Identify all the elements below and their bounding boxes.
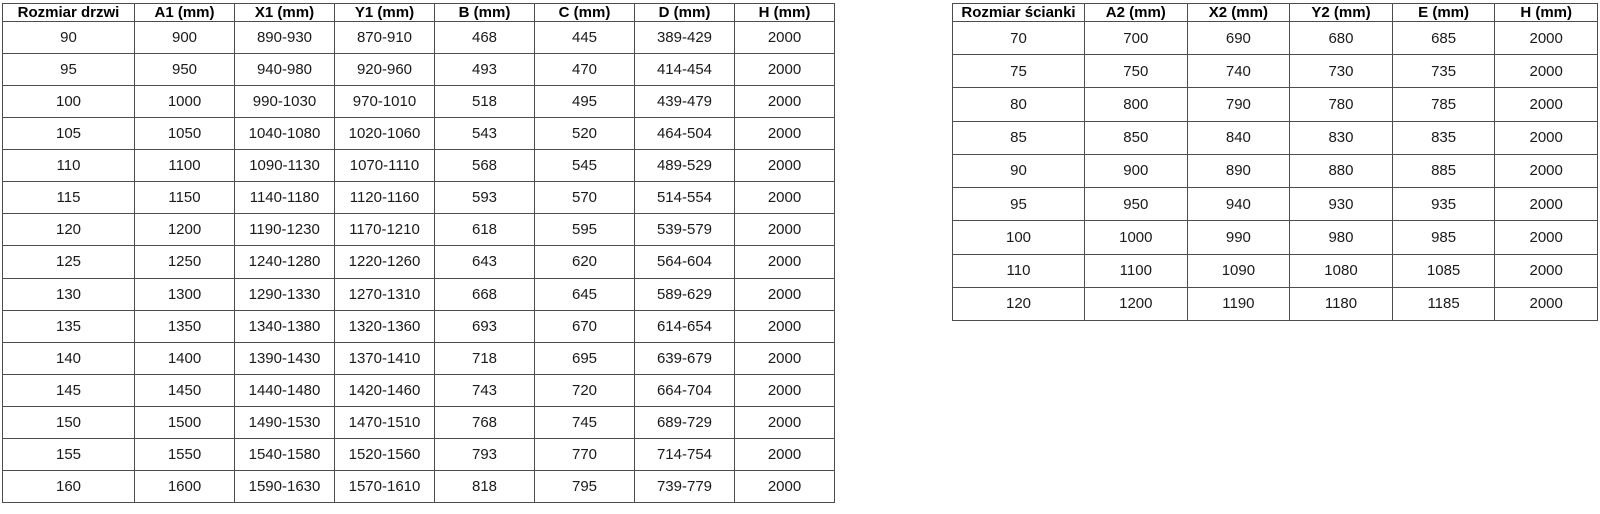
table-cell: 493 (435, 54, 535, 86)
table-row (3, 246, 835, 278)
table-cell: 75 (953, 55, 1085, 88)
table-cell: 790 (1187, 88, 1290, 121)
table-cell: 1150 (135, 182, 235, 214)
table-cell: 900 (135, 22, 235, 54)
table-cell: 1180 (1290, 287, 1393, 320)
table-row (3, 150, 835, 182)
table-cell: 1220-1260 (335, 246, 435, 278)
table-cell: 1240-1280 (235, 246, 335, 278)
table-cell: 1100 (135, 150, 235, 182)
table-cell: 2000 (1495, 121, 1598, 154)
table-cell: 389-429 (635, 22, 735, 54)
table-cell: 1400 (135, 342, 235, 374)
table-row (3, 310, 835, 342)
table-cell: 743 (435, 374, 535, 406)
table-cell: 135 (3, 310, 135, 342)
table-row (3, 406, 835, 438)
table-row (3, 278, 835, 310)
table-cell: 950 (135, 54, 235, 86)
table-cell: 1420-1460 (335, 374, 435, 406)
table-row (3, 342, 835, 374)
table-cell: 990-1030 (235, 86, 335, 118)
table-row (3, 182, 835, 214)
table-cell: 670 (535, 310, 635, 342)
table-cell: 2000 (1495, 88, 1598, 121)
table-cell: 1370-1410 (335, 342, 435, 374)
table-cell: 445 (535, 22, 635, 54)
column-header: C (mm) (535, 4, 635, 22)
table-cell: 890 (1187, 154, 1290, 187)
table-cell: 1040-1080 (235, 118, 335, 150)
table-cell: 564-604 (635, 246, 735, 278)
table-cell: 830 (1290, 121, 1393, 154)
table-cell: 730 (1290, 55, 1393, 88)
table-cell: 1450 (135, 374, 235, 406)
table-cell: 1320-1360 (335, 310, 435, 342)
table-cell: 414-454 (635, 54, 735, 86)
table-cell: 1070-1110 (335, 150, 435, 182)
table-cell: 720 (535, 374, 635, 406)
table-cell: 689-729 (635, 406, 735, 438)
table-cell: 2000 (1495, 287, 1598, 320)
table-cell: 2000 (735, 374, 835, 406)
table-cell: 2000 (735, 86, 835, 118)
table-cell: 2000 (735, 342, 835, 374)
table-cell: 950 (1085, 188, 1188, 221)
wall-size-table (952, 3, 1598, 321)
table-cell: 900 (1085, 154, 1188, 187)
table-cell: 920-960 (335, 54, 435, 86)
table-cell: 620 (535, 246, 635, 278)
column-header: X2 (mm) (1187, 4, 1290, 22)
table-cell: 718 (435, 342, 535, 374)
table-cell: 2000 (1495, 22, 1598, 55)
table-cell: 468 (435, 22, 535, 54)
table-row (953, 154, 1598, 187)
table-cell: 614-654 (635, 310, 735, 342)
table-cell: 2000 (735, 182, 835, 214)
table-cell: 668 (435, 278, 535, 310)
table-cell: 880 (1290, 154, 1393, 187)
table-cell: 1020-1060 (335, 118, 435, 150)
table-cell: 1300 (135, 278, 235, 310)
table-cell: 130 (3, 278, 135, 310)
door-size-table (2, 3, 835, 503)
table-cell: 990 (1187, 221, 1290, 254)
column-header: A1 (mm) (135, 4, 235, 22)
table-cell: 750 (1085, 55, 1188, 88)
table-cell: 150 (3, 406, 135, 438)
table-cell: 1590-1630 (235, 470, 335, 502)
table-row (953, 121, 1598, 154)
table-cell: 985 (1392, 221, 1495, 254)
table-cell: 970-1010 (335, 86, 435, 118)
table-cell: 940-980 (235, 54, 335, 86)
table-cell: 520 (535, 118, 635, 150)
table-cell: 514-554 (635, 182, 735, 214)
table-cell: 935 (1392, 188, 1495, 221)
table-cell: 2000 (735, 310, 835, 342)
header-row (953, 4, 1598, 22)
table-cell: 780 (1290, 88, 1393, 121)
table-cell: 120 (3, 214, 135, 246)
table-cell: 1250 (135, 246, 235, 278)
table-cell: 2000 (735, 246, 835, 278)
table-cell: 1500 (135, 406, 235, 438)
table-cell: 885 (1392, 154, 1495, 187)
table-cell: 645 (535, 278, 635, 310)
table-cell: 1090-1130 (235, 150, 335, 182)
table-cell: 870-910 (335, 22, 435, 54)
table-cell: 1000 (1085, 221, 1188, 254)
table-cell: 439-479 (635, 86, 735, 118)
table-cell: 1470-1510 (335, 406, 435, 438)
table-cell: 1190 (1187, 287, 1290, 320)
table-cell: 95 (953, 188, 1085, 221)
table-row (3, 438, 835, 470)
table-cell: 2000 (735, 150, 835, 182)
table-cell: 2000 (735, 438, 835, 470)
column-header: Y2 (mm) (1290, 4, 1393, 22)
table-cell: 2000 (735, 278, 835, 310)
column-header: E (mm) (1392, 4, 1495, 22)
table-cell: 768 (435, 406, 535, 438)
table-cell: 1390-1430 (235, 342, 335, 374)
table-cell: 543 (435, 118, 535, 150)
table-cell: 1570-1610 (335, 470, 435, 502)
table-row (953, 287, 1598, 320)
table-cell: 589-629 (635, 278, 735, 310)
table-cell: 1100 (1085, 254, 1188, 287)
column-header: Y1 (mm) (335, 4, 435, 22)
table-cell: 800 (1085, 88, 1188, 121)
table-cell: 618 (435, 214, 535, 246)
table-cell: 680 (1290, 22, 1393, 55)
table-cell: 835 (1392, 121, 1495, 154)
table-cell: 1140-1180 (235, 182, 335, 214)
table-cell: 2000 (735, 406, 835, 438)
table-cell: 545 (535, 150, 635, 182)
table-cell: 2000 (735, 214, 835, 246)
table-cell: 90 (3, 22, 135, 54)
table-cell: 1185 (1392, 287, 1495, 320)
table-cell: 980 (1290, 221, 1393, 254)
table-cell: 1090 (1187, 254, 1290, 287)
table-cell: 90 (953, 154, 1085, 187)
table-cell: 818 (435, 470, 535, 502)
table-cell: 489-529 (635, 150, 735, 182)
table-cell: 2000 (1495, 55, 1598, 88)
table-cell: 1120-1160 (335, 182, 435, 214)
table-row (3, 54, 835, 86)
table-cell: 495 (535, 86, 635, 118)
table-cell: 700 (1085, 22, 1188, 55)
table-cell: 890-930 (235, 22, 335, 54)
table-cell: 739-779 (635, 470, 735, 502)
table-cell: 160 (3, 470, 135, 502)
table-cell: 518 (435, 86, 535, 118)
table-cell: 1600 (135, 470, 235, 502)
table-cell: 785 (1392, 88, 1495, 121)
table-cell: 125 (3, 246, 135, 278)
table-row (953, 55, 1598, 88)
table-cell: 595 (535, 214, 635, 246)
table-cell: 930 (1290, 188, 1393, 221)
table-row (953, 88, 1598, 121)
table-row (3, 22, 835, 54)
table-cell: 470 (535, 54, 635, 86)
column-header: Rozmiar ścianki (953, 4, 1085, 22)
table-cell: 1490-1530 (235, 406, 335, 438)
column-header: Rozmiar drzwi (3, 4, 135, 22)
table-cell: 110 (3, 150, 135, 182)
table-cell: 570 (535, 182, 635, 214)
table-cell: 95 (3, 54, 135, 86)
table-cell: 1080 (1290, 254, 1393, 287)
table-cell: 1050 (135, 118, 235, 150)
table-cell: 2000 (1495, 254, 1598, 287)
table-cell: 795 (535, 470, 635, 502)
table-row (3, 214, 835, 246)
table-cell: 145 (3, 374, 135, 406)
table-cell: 110 (953, 254, 1085, 287)
column-header: A2 (mm) (1085, 4, 1188, 22)
table-cell: 690 (1187, 22, 1290, 55)
table-cell: 155 (3, 438, 135, 470)
table-cell: 2000 (735, 22, 835, 54)
table-cell: 1200 (1085, 287, 1188, 320)
table-cell: 568 (435, 150, 535, 182)
table-row (953, 22, 1598, 55)
table-cell: 1540-1580 (235, 438, 335, 470)
table-cell: 643 (435, 246, 535, 278)
table-row (3, 86, 835, 118)
table-cell: 664-704 (635, 374, 735, 406)
table-cell: 2000 (735, 118, 835, 150)
table-cell: 593 (435, 182, 535, 214)
column-header: H (mm) (1495, 4, 1598, 22)
table-cell: 2000 (1495, 188, 1598, 221)
table-cell: 1085 (1392, 254, 1495, 287)
column-header: X1 (mm) (235, 4, 335, 22)
table-row (3, 374, 835, 406)
table-cell: 1290-1330 (235, 278, 335, 310)
table-cell: 105 (3, 118, 135, 150)
table-cell: 1350 (135, 310, 235, 342)
table-cell: 1340-1380 (235, 310, 335, 342)
table-cell: 685 (1392, 22, 1495, 55)
table-cell: 1170-1210 (335, 214, 435, 246)
table-cell: 1520-1560 (335, 438, 435, 470)
table-cell: 940 (1187, 188, 1290, 221)
table-cell: 840 (1187, 121, 1290, 154)
table-row (953, 221, 1598, 254)
table-cell: 80 (953, 88, 1085, 121)
table-cell: 1270-1310 (335, 278, 435, 310)
table-cell: 793 (435, 438, 535, 470)
table-cell: 693 (435, 310, 535, 342)
table-cell: 1440-1480 (235, 374, 335, 406)
table-cell: 2000 (1495, 221, 1598, 254)
table-row (3, 470, 835, 502)
table-cell: 120 (953, 287, 1085, 320)
table-cell: 539-579 (635, 214, 735, 246)
table-cell: 2000 (735, 54, 835, 86)
table-cell: 735 (1392, 55, 1495, 88)
column-header: H (mm) (735, 4, 835, 22)
table-cell: 100 (953, 221, 1085, 254)
table-cell: 1000 (135, 86, 235, 118)
table-row (953, 188, 1598, 221)
table-cell: 1190-1230 (235, 214, 335, 246)
table-cell: 770 (535, 438, 635, 470)
table-cell: 740 (1187, 55, 1290, 88)
table-cell: 695 (535, 342, 635, 374)
table-cell: 639-679 (635, 342, 735, 374)
header-row (3, 4, 835, 22)
table-cell: 745 (535, 406, 635, 438)
table-cell: 1550 (135, 438, 235, 470)
table-cell: 115 (3, 182, 135, 214)
table-cell: 850 (1085, 121, 1188, 154)
column-header: D (mm) (635, 4, 735, 22)
table-cell: 70 (953, 22, 1085, 55)
column-header: B (mm) (435, 4, 535, 22)
table-row (953, 254, 1598, 287)
table-cell: 100 (3, 86, 135, 118)
table-cell: 464-504 (635, 118, 735, 150)
table-cell: 2000 (1495, 154, 1598, 187)
table-cell: 2000 (735, 470, 835, 502)
table-cell: 140 (3, 342, 135, 374)
table-cell: 1200 (135, 214, 235, 246)
table-row (3, 118, 835, 150)
table-cell: 714-754 (635, 438, 735, 470)
table-cell: 85 (953, 121, 1085, 154)
